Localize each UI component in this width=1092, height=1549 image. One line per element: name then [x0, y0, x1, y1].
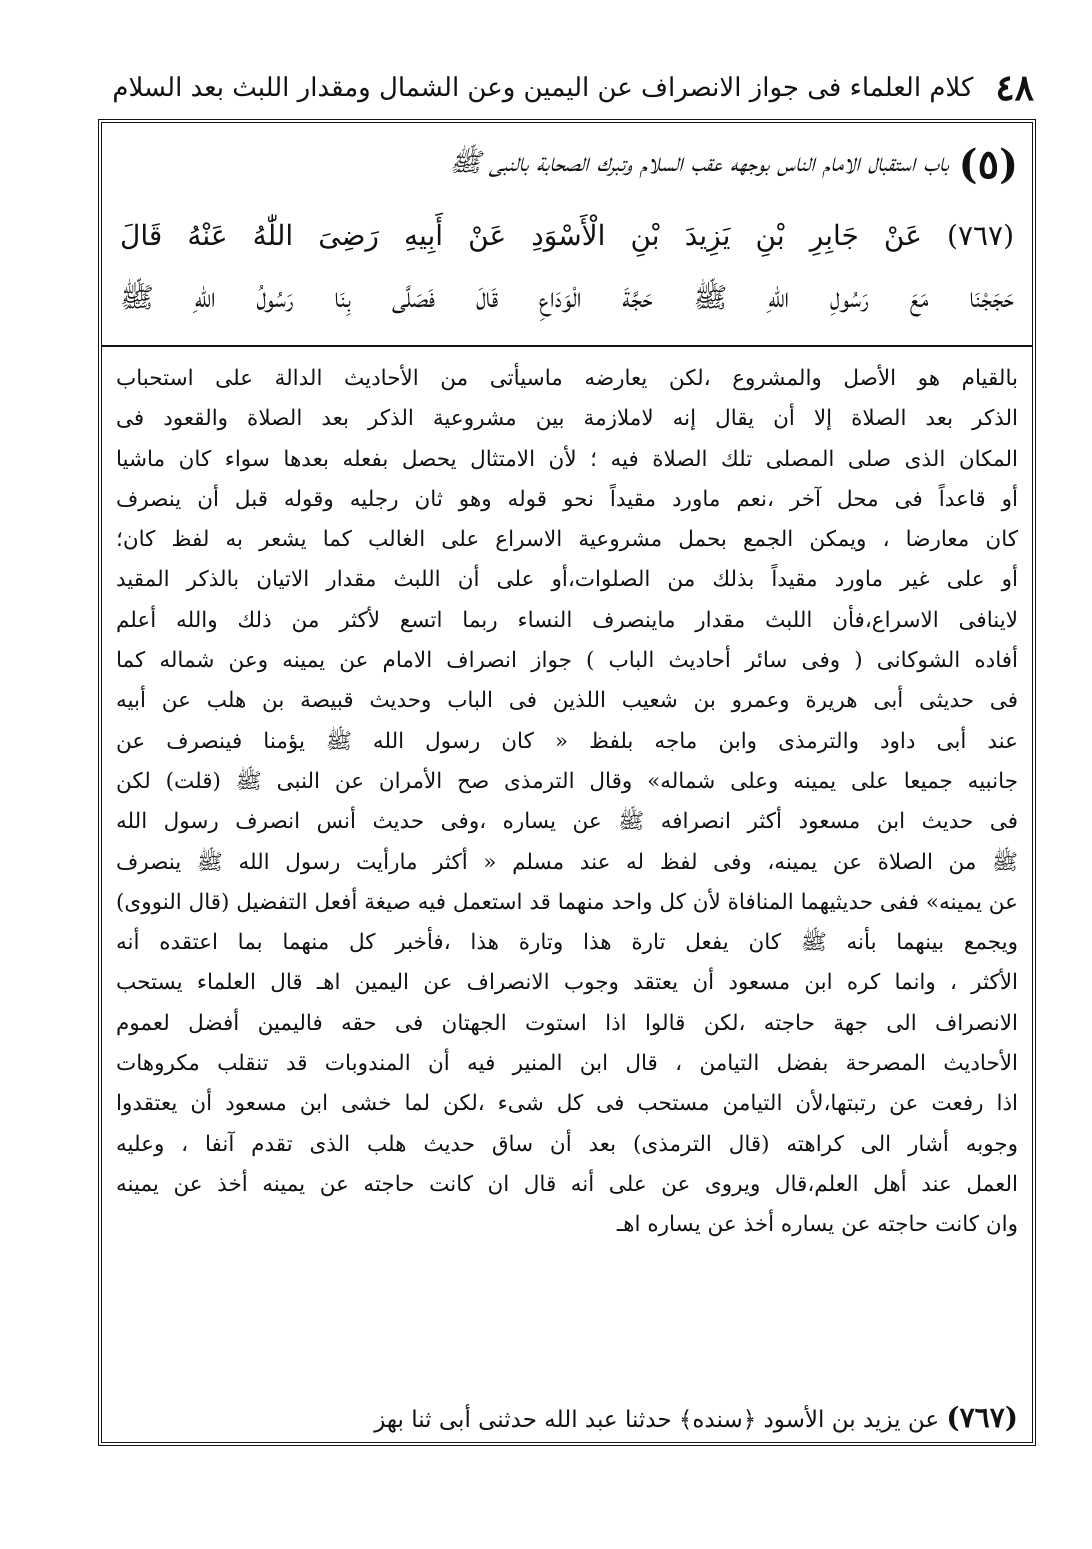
commentary-line: جانبيه جميعا على يمينه وعلى شماله» وقال الترمذى صح الأمران عن النبى ﷺ (قلت) لكن	[116, 768, 1018, 794]
commentary-line: فى حديثى أبى هريرة وعمرو بن شعيب اللذين فى الباب وحديث قبيصة بن هلب عن أبيه	[116, 688, 1018, 714]
hadith-text-line-1: (٧٦٧) عَنْ جَابِرِ بْنِ يَزِيدَ بْنِ الْأَسْوَدِ عَنْ أَبِيهِ رَضِىَ اللّٰهُ عَنْهُ قَالَ	[120, 219, 1014, 252]
isnad-line	[116, 1401, 1018, 1434]
hadith-text-line-2: حَجَجْنَا مَعَ رَسُولِ اللّٰهِ ﷺ حَجَّةَ الْوَدَاعِ قَالَ فَصَلَّى بِنَا رَسُولُ اللّٰهِ ﷺ	[120, 281, 1014, 314]
commentary-line: أو على غير ماورد مقيداً بذلك من الصلوات،أو على أن اللبث مقدار الاتيان بالذكر المقيد	[116, 567, 1018, 593]
chapter-number: (٥)	[958, 141, 1018, 188]
commentary-line: الأكثر ، وانما كره ابن مسعود أن يعتقد وجوب الانصراف عن اليمين اهـ قال العلماء يستحب	[116, 970, 1018, 996]
chapter-heading	[116, 141, 1018, 188]
isnad-number: (٧٦٧)	[946, 1401, 1018, 1434]
commentary-line: وان كانت حاجته عن يساره أخذ عن يساره اهـ	[616, 1212, 1018, 1238]
commentary-line: لاينافى الاسراع،فأن اللبث مقدار ماينصرف النساء ربما اتسع لأكثر من ذلك والله أعلم	[116, 607, 1018, 633]
commentary-line: الأحاديث المصرحة بفضل التيامن ، قال ابن المنير فيه أن المندوبات قد تنقلب مكروهات	[116, 1051, 1018, 1077]
running-title: كلام العلماء فى جواز الانصراف عن اليمين وعن الشمال ومقدار اللبث بعد السلام	[112, 73, 974, 103]
commentary-line: أفاده الشوكانى ( وفى سائر أحاديث الباب ) جواز انصراف الامام عن يمينه وعن شماله كما	[116, 648, 1018, 674]
commentary-line: ويجمع بينهما بأنه ﷺ كان يفعل تارة هذا وتارة هذا ،فأخبر كل منهما بما اعتقده أنه	[116, 930, 1018, 956]
page-number: ٤٨	[995, 67, 1034, 109]
commentary-line: عن يمينه» ففى حديثيهما المنافاة لأن كل واحد منهما قد استعمل فيه صيغة أفعل التفضيل (قال النووى)	[116, 889, 1018, 915]
commentary-line: الذكر بعد الصلاة إلا أن يقال إنه لاملازمة بين مشروعية الذكر بعد الصلاة والقعود فى	[116, 406, 1018, 432]
commentary-line: العمل عند أهل العلم،قال ويروى عن على أنه قال ان كانت حاجته عن يمينه أخذ عن يمينه	[116, 1171, 1018, 1197]
commentary-line: فى حديث ابن مسعود أكثر انصرافه ﷺ عن يساره ،وفى حديث أنس انصرف رسول الله	[116, 809, 1018, 835]
commentary-line: أو قاعداً فى محل آخر ،نعم ماورد مقيداً نحو قوله وهو ثان رجليه وقوله قبل أن ينصرف	[116, 486, 1018, 512]
isnad-text: عن يزيد بن الأسود ﴿سنده﴾ حدثنا عبد الله حدثنى أبى ثنا بهز	[374, 1407, 940, 1433]
commentary-line: الانصراف الى جهة حاجته ،لكن قالوا اذا استوت الجهتان فى حقه فاليمين أفضل لعموم	[116, 1010, 1018, 1036]
commentary-line: بالقيام هو الأصل والمشروع ،لكن يعارضه ماسيأتى من الأحاديث الدالة على استحباب	[116, 366, 1018, 391]
commentary-line: ﷺ من الصلاة عن يمينه، وفى لفظ له عند مسلم « أكثر مارأيت رسول الله ﷺ ينصرف	[116, 849, 1018, 875]
commentary-line: كان معارضا ، ويمكن الجمع بحمل مشروعية الاسراع على الغالب كما يشعر به لفظ كان؛	[116, 527, 1018, 553]
chapter-title: باب استقبال الامام الناس بوجهه عقب السلام وتبرك الصحابة بالنبى ﷺ	[449, 147, 949, 178]
commentary-line: عند أبى داود والترمذى وابن ماجه بلفظ « كان رسول الله ﷺ يؤمنا فينصرف عن	[116, 728, 1018, 754]
commentary-line: اذا رفعت عن رتبتها،لأن التيامن مستحب فى كل شىء ،لكن لما خشى ابن مسعود أن يعتقدوا	[116, 1091, 1018, 1117]
commentary-line: المكان الذى صلى المصلى تلك الصلاة فيه ؛ لأن الامتثال يحصل بفعله بعدها سواء كان ماشيا	[116, 446, 1018, 472]
text-frame	[98, 119, 1036, 1446]
commentary	[116, 359, 1018, 1246]
commentary-line: وجوبه أشار الى كراهته (قال الترمذى) بعد أن ساق حديث هلب الذى تقدم آنفا ، وعليه	[116, 1131, 1018, 1157]
page-header	[96, 60, 1034, 116]
matn-section	[102, 123, 1032, 347]
